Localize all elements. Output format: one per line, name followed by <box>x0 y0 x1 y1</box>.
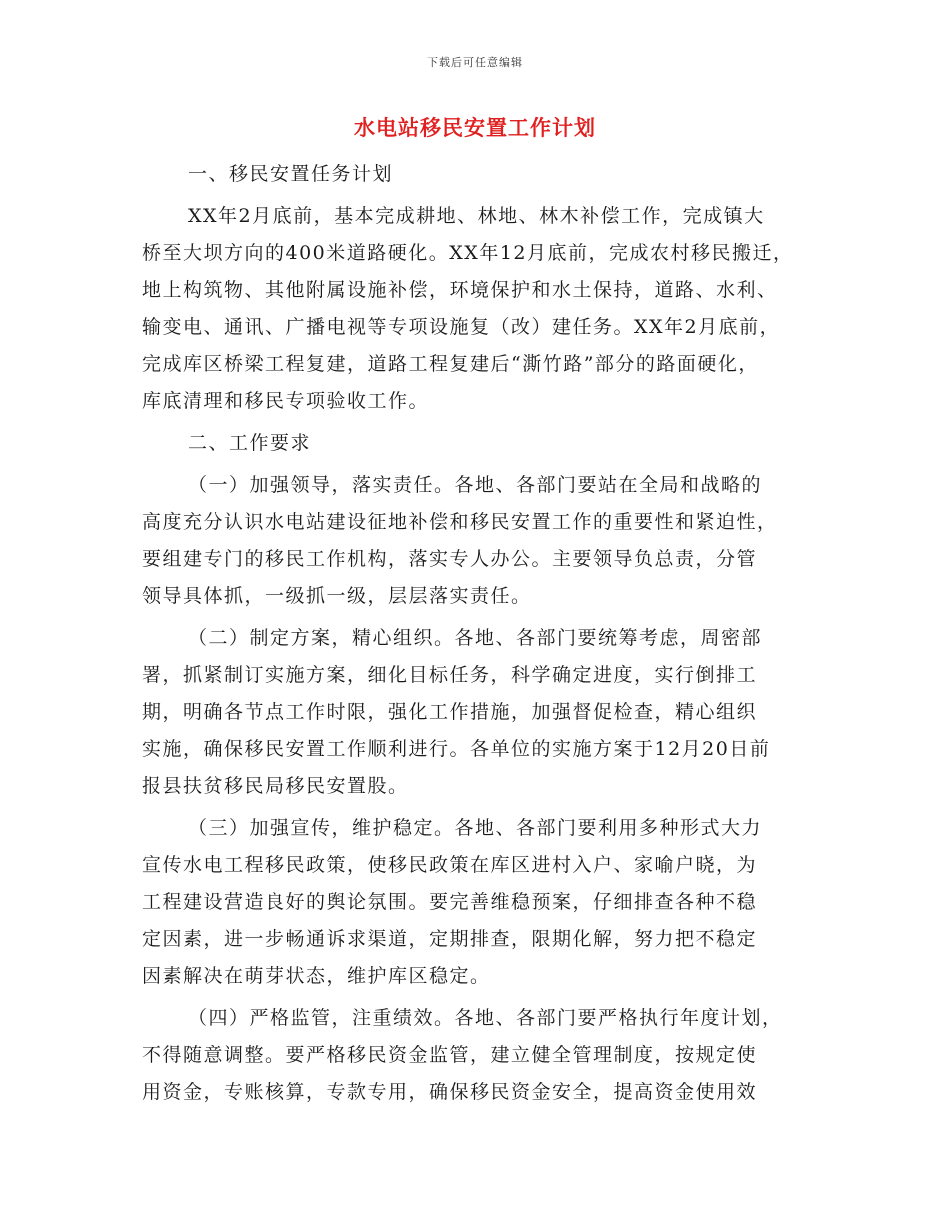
paragraph-line: XX年2月底前，基本完成耕地、林地、林木补偿工作，完成镇大 <box>188 205 765 227</box>
paragraph-line: 桥至大坝方向的400米道路硬化。XX年12月底前，完成农村移民搬迁， <box>142 242 794 264</box>
paragraph-line: （二）制定方案，精心组织。各地、各部门要统筹考虑，周密部 <box>188 627 763 649</box>
paragraph-line: 实施，确保移民安置工作顺利进行。各单位的实施方案于12月20日前 <box>142 738 771 760</box>
paragraph-line: 署，抓紧制订实施方案，细化目标任务，科学确定进度，实行倒排工 <box>142 664 758 686</box>
paragraph-line: 因素解决在萌芽状态，维护库区稳定。 <box>142 965 491 987</box>
paragraph-line: 输变电、通讯、广播电视等专项设施复（改）建任务。XX年2月底前， <box>142 316 781 338</box>
paragraph-line: 定因素，进一步畅通诉求渠道，定期排查，限期化解，努力把不稳定 <box>142 928 758 950</box>
paragraph-line: 宣传水电工程移民政策，使移民政策在库区进村入户、家喻户晓，为 <box>142 854 758 876</box>
paragraph-line: 不得随意调整。要严格移民资金监管，建立健全管理制度，按规定使 <box>142 1044 758 1066</box>
paragraph-line: 领导具体抓，一级抓一级，层层落实责任。 <box>142 585 532 607</box>
paragraph-line: 报县扶贫移民局移民安置股。 <box>142 775 409 797</box>
section-heading-1: 一、移民安置任务计划 <box>188 163 394 185</box>
paragraph-line: （四）严格监管，注重绩效。各地、各部门要严格执行年度计划， <box>188 1007 783 1029</box>
paragraph-line: 高度充分认识水电站建设征地补偿和移民安置工作的重要性和紧迫性， <box>142 511 778 533</box>
section-heading-2: 二、工作要求 <box>188 432 312 454</box>
paragraph-line: 期，明确各节点工作时限，强化工作措施，加强督促检查，精心组织 <box>142 701 758 723</box>
paragraph-line: 要组建专门的移民工作机构，落实专人办公。主要领导负总责，分管 <box>142 548 758 570</box>
paragraph-line: 完成库区桥梁工程复建，道路工程复建后“澌竹路”部分的路面硬化， <box>142 353 759 375</box>
paragraph-line: 库底清理和移民专项验收工作。 <box>142 390 430 412</box>
paragraph-line: 用资金，专账核算，专款专用，确保移民资金安全，提高资金使用效 <box>142 1081 758 1103</box>
document-title: 水电站移民安置工作计划 <box>354 115 596 140</box>
document-body <box>142 156 814 1111</box>
paragraph-line: （一）加强领导，落实责任。各地、各部门要站在全局和战略的 <box>188 474 763 496</box>
header-note: 下载后可任意编辑 <box>427 56 523 69</box>
paragraph-line: 工程建设营造良好的舆论氛围。要完善维稳预案，仔细排查各种不稳 <box>142 891 758 913</box>
paragraph-line: 地上构筑物、其他附属设施补偿，环境保护和水土保持，道路、水利、 <box>142 279 778 301</box>
paragraph-line: （三）加强宣传，维护稳定。各地、各部门要利用多种形式大力 <box>188 817 763 839</box>
